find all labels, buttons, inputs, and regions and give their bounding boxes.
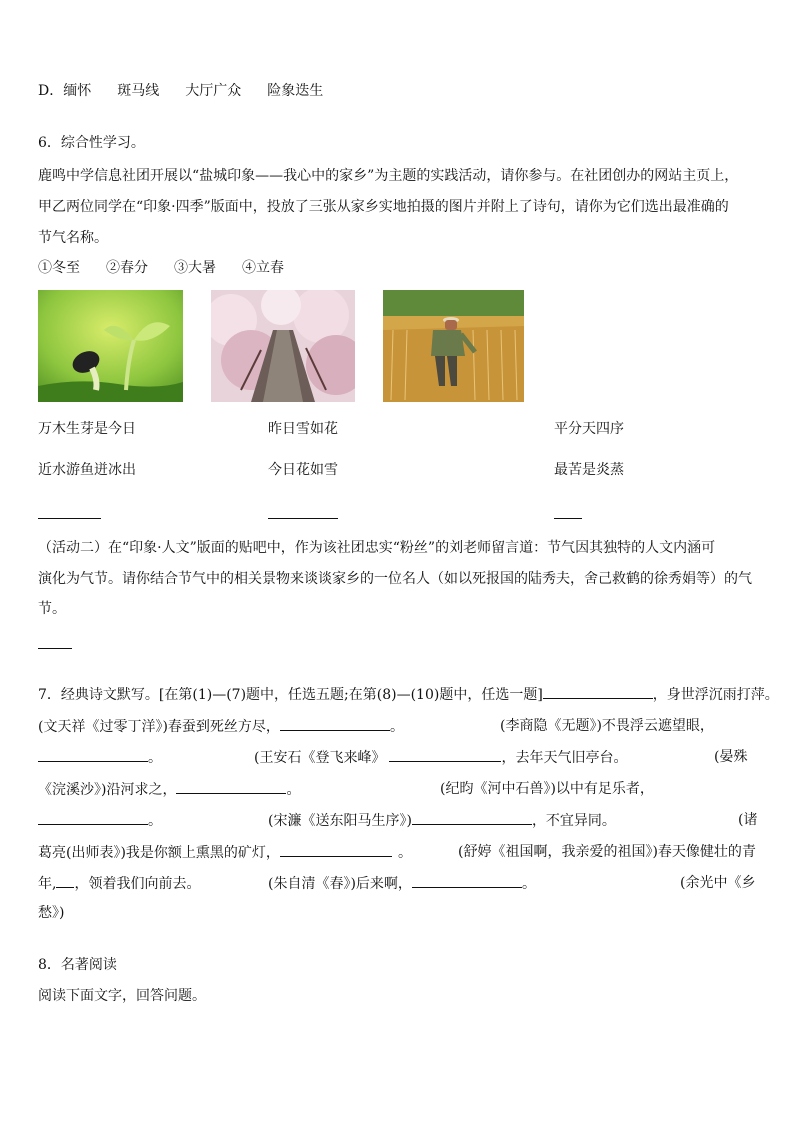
option-4: ④立春: [242, 260, 284, 276]
q7-line7-start: 年,: [38, 876, 57, 892]
q7-line5-mid: [268, 810, 616, 831]
q7-line8: 愁》): [38, 905, 65, 921]
q8-instruction: 阅读下面文字，回答问题。: [38, 988, 206, 1004]
q6-paragraph-line3: 节气名称。: [38, 230, 108, 246]
option-2: ②春分: [106, 260, 148, 276]
q7-line5: [38, 810, 162, 831]
activity2-line1: （活动二）在“印象·人文”版面的贴吧中，作为该社团忠实“粉丝”的刘老师留言道：节气因其独特的人文内涵可: [38, 540, 716, 556]
q7-line4-text: 《浣溪沙》)沿河求之，: [38, 782, 177, 798]
activity2-line2: 演化为气节。请你结合节气中的相关景物来谈谈家乡的一位名人（如以死报国的陆秀夫，舍己救鹤的徐秀娟等）的气: [38, 571, 752, 587]
q7-line4: [38, 779, 300, 800]
poem3-line1: 平分天四序: [554, 421, 624, 437]
q7-line5-source: (宋濂《送东阳马生序》): [268, 813, 412, 829]
q7-blank-7[interactable]: [412, 810, 532, 825]
q7-blank-8[interactable]: [280, 842, 392, 857]
q7-blank-5[interactable]: [176, 779, 286, 794]
q7-blank-6[interactable]: [38, 810, 148, 825]
q7-line7: [38, 873, 200, 894]
q7-line4-source: (纪昀《河中石兽》)以中有足乐者，: [440, 781, 654, 797]
q7-line1-text: ，身世浮沉雨打萍。: [652, 687, 779, 703]
q7-blank-1[interactable]: [543, 684, 653, 699]
q7-line2-end: 。: [389, 719, 404, 735]
q7-line7-source: (朱自清《春》)后来啊，: [268, 876, 412, 892]
poem1-line2: 近水游鱼迸冰出: [38, 462, 136, 478]
q7-line7-end: 。: [521, 876, 536, 892]
q7-line5-text: ，不宜异同。: [531, 813, 616, 829]
q7-line2-source: (李商隐《无题》)不畏浮云遮望眼，: [500, 718, 714, 734]
option-3: ③大暑: [174, 260, 216, 276]
q7-line6-text: 葛亮(出师表》)我是你额上熏黑的矿灯，: [38, 845, 280, 861]
poem2-line2: 今日花如雪: [268, 462, 338, 478]
q6-options: [38, 258, 284, 278]
q7-line3-end: 。: [148, 750, 162, 766]
q7-line6-end: 。: [397, 845, 412, 861]
option-d-word1: D．缅怀: [38, 83, 92, 99]
option-d-word2: 斑马线: [117, 83, 160, 99]
q7-line3-text: ，去年天气旧亭台。: [501, 750, 628, 766]
answer-blank-3[interactable]: [554, 504, 582, 519]
wheat-harvest-farmer-photo: [383, 290, 524, 402]
q6-paragraph-line1: 鹿鸣中学信息社团开展以“盐城印象——我心中的家乡”为主题的实践活动，请你参与。在社团创办的网站主页上，: [38, 168, 739, 184]
q7-line1: [38, 684, 779, 705]
poem2-line1: 昨日雪如花: [268, 421, 338, 437]
q8-title: 8．名著阅读: [38, 957, 117, 973]
q7-line2-text: (文天祥《过零丁洋》)春蚕到死丝方尽，: [38, 719, 280, 735]
q7-line3-source2: (晏殊: [714, 749, 748, 765]
q7-line4-end: 。: [286, 782, 301, 798]
q7-blank-3[interactable]: [38, 747, 148, 762]
q6-title: 6．综合性学习。: [38, 135, 145, 151]
q7-blank-4[interactable]: [389, 747, 501, 762]
q7-line7-source2: (余光中《乡: [680, 875, 756, 891]
q7-line3: [38, 747, 162, 768]
poem3-line2: 最苦是炎蒸: [554, 462, 624, 478]
cherry-blossom-canal-photo: [211, 290, 355, 402]
q5-option-d: [38, 81, 323, 101]
option-d-word3: 大厅广众: [185, 83, 242, 99]
q7-line5-end: 。: [148, 813, 162, 829]
answer-blank-2[interactable]: [268, 504, 338, 519]
activity2-line3: 节。: [38, 601, 66, 617]
answer-blank-1[interactable]: [38, 504, 101, 519]
q7-line6: [38, 842, 412, 863]
q7-blank-10[interactable]: [412, 873, 522, 888]
q7-line7-mid: [268, 873, 536, 894]
q6-paragraph-line2: 甲乙两位同学在“印象·四季”版面中，投放了三张从家乡实地拍摄的图片并附上了诗句，请你为它们选出最准确的: [38, 199, 729, 215]
poem1-line1: 万木生芽是今日: [38, 421, 136, 437]
option-d-word4: 险象迭生: [267, 83, 324, 99]
q7-line7-text: ，领着我们向前去。: [74, 876, 201, 892]
q7-line2: [38, 716, 404, 737]
q7-line3-source: (王安石《登飞来峰》: [254, 750, 386, 766]
q7-line5-source2: (诸: [738, 812, 758, 828]
q7-blank-2[interactable]: [280, 716, 390, 731]
q7-line6-source: (舒婷《祖国啊，我亲爱的祖国》)春天像健壮的青: [458, 844, 756, 860]
activity2-answer-blank[interactable]: [38, 634, 72, 649]
q7-line3-mid: [254, 747, 627, 768]
sprout-photo: [38, 290, 183, 402]
q7-title: 7．经典诗文默写。[在第(1)—(7)题中，任选五题;在第(8)—(10)题中，任选一题]: [38, 687, 543, 703]
option-1: ①冬至: [38, 260, 80, 276]
q7-blank-9[interactable]: [56, 873, 74, 888]
